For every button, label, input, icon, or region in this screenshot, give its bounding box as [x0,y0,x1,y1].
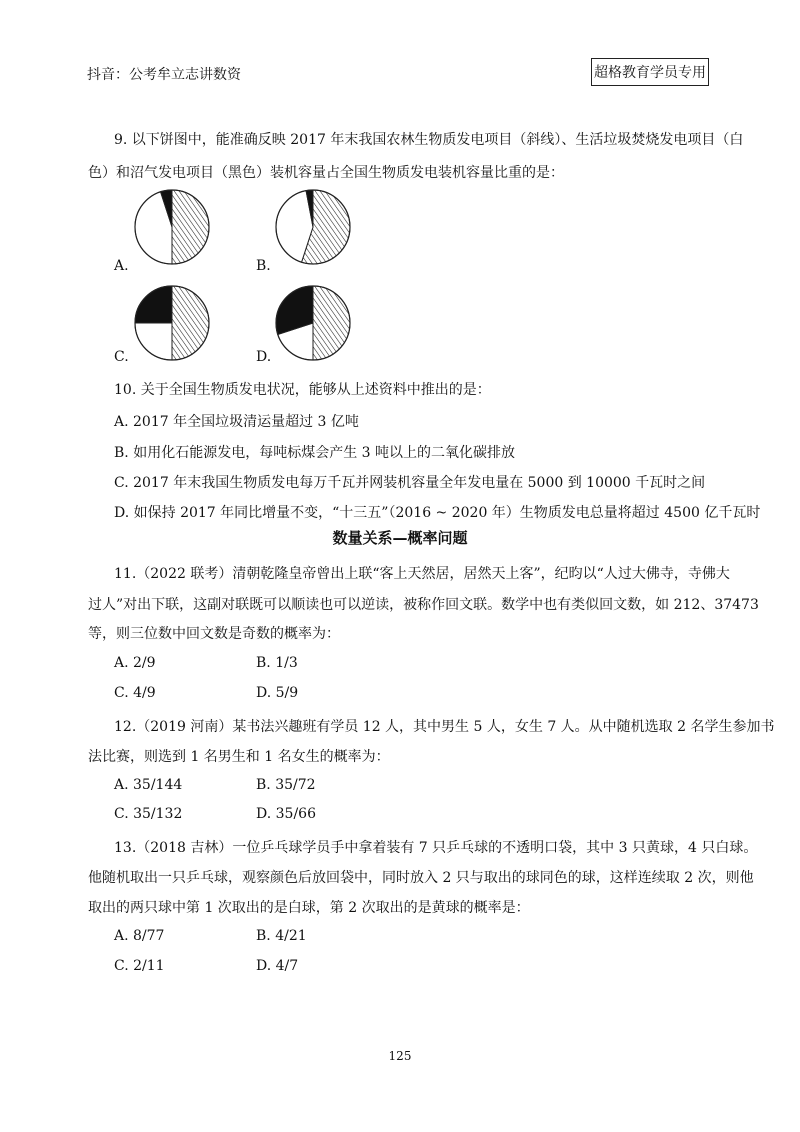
q11-stem-line3: 等，则三位数中回文数是奇数的概率为： [88,626,340,642]
q9-option-d: D. [256,349,272,365]
q10-option-a: A. 2017 年全国垃圾清运量超过 3 亿吨 [114,414,359,430]
q10-stem: 10. 关于全国生物质发电状况，能够从上述资料中推出的是： [114,382,491,398]
pie-chart-d [273,283,353,363]
q13-option-b: B. 4/21 [256,928,307,944]
q12-option-c: C. 35/132 [114,806,183,822]
header-source: 抖音：公考牟立志讲数资 [87,67,241,83]
q13-stem-line2: 他随机取出一只乒乓球，观察颜色后放回袋中，同时放入 2 只与取出的球同色的球，这样连续取 2 次，则他 [88,870,754,886]
q11-stem-line1: 11.（2022 联考）清朝乾隆皇帝曾出上联“客上天然居，居然天上客”，纪昀以“人过大佛寺，寺佛大 [114,566,730,582]
pie-slice-hatched [172,286,209,360]
q12-stem-line2: 法比赛，则选到 1 名男生和 1 名女生的概率为： [88,749,390,765]
q9-stem-line2: 色）和沼气发电项目（黑色）装机容量占全国生物质发电装机容量比重的是： [88,165,564,181]
q9-option-b: B. [256,258,271,274]
q12-stem-line1: 12.（2019 河南）某书法兴趣班有学员 12 人，其中男生 5 人，女生 7 人。从中随机选取 2 名学生参加书 [114,719,775,735]
q10-option-b: B. 如用化石能源发电，每吨标煤会产生 3 吨以上的二氧化碳排放 [114,445,515,461]
pie-slice-hatched [172,190,209,264]
q13-stem-line3: 取出的两只球中第 1 次取出的是白球，第 2 次取出的是黄球的概率是： [88,900,530,916]
pie-chart-a [132,187,212,267]
header-badge: 超格教育学员专用 [591,58,709,86]
section-title: 数量关系—概率问题 [332,529,468,547]
q9-option-a: A. [114,258,129,274]
q12-option-b: B. 35/72 [256,777,316,793]
q13-option-a: A. 8/77 [114,928,165,944]
q11-option-b: B. 1/3 [256,655,298,671]
page-number: 125 [388,1049,412,1063]
pie-chart-c [132,283,212,363]
q10-option-d: D. 如保持 2017 年同比增量不变，“十三五”（2016 ~ 2020 年）生物质发电总量将超过 4500 亿千瓦时 [114,505,761,521]
q9-stem-line1: 9. 以下饼图中，能准确反映 2017 年末我国农林生物质发电项目（斜线）、生活垃圾焚烧发电项目（白 [114,132,744,148]
q13-option-c: C. 2/11 [114,958,165,974]
q13-stem-line1: 13.（2018 吉林）一位乒乓球学员手中拿着装有 7 只乒乓球的不透明口袋，其中 3 只黄球，4 只白球。 [114,840,758,856]
q12-option-d: D. 35/66 [256,806,316,822]
q13-option-d: D. 4/7 [256,958,299,974]
q11-option-c: C. 4/9 [114,685,156,701]
q10-option-c: C. 2017 年末我国生物质发电每万千瓦并网装机容量全年发电量在 5000 到 10000 千瓦时之间 [114,475,706,491]
q12-option-a: A. 35/144 [114,777,183,793]
q11-option-a: A. 2/9 [114,655,156,671]
q9-option-c: C. [114,349,129,365]
q11-stem-line2: 过人”对出下联，这副对联既可以顺读也可以逆读，被称作回文联。数学中也有类似回文数，如 212、37473 [88,597,759,613]
pie-chart-b [273,187,353,267]
q11-option-d: D. 5/9 [256,685,299,701]
pie-slice-hatched [313,286,350,360]
